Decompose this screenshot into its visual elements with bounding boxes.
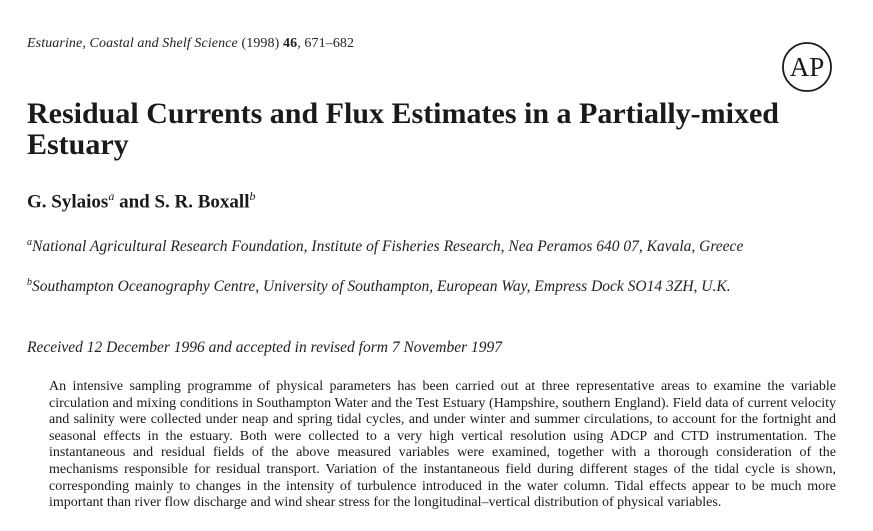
journal-name: Estuarine, Coastal and Shelf Science: [27, 36, 238, 51]
affiliation-a: [27, 233, 817, 257]
abstract-text: An intensive sampling programme of physical parameters has been carried out at three representative areas to examine the variable circulation and mixing conditions in Southampton Water and the Test Estuary (Hampshire, southern England). Field data of current velocity and salinity were collected under neap and spring tidal cycles, and under winter and summer circulations, to account for the fortnight and seasonal effects in the estuary. Both were collected to a very high vertical resolution using ADCP and CTD instrumentation. The instantaneous and residual fields of the above measured variables were examined, together with a thorough consideration of the mechanisms responsible for residual transport. Variation of the instantaneous field during different stages of the tidal cycle is shown, corresponding mainly to changes in the intensity of turbulence introduced in the water column. Tidal effects appear to be much more important than river flow discharge and wind shear stress for the longitudinal–vertical distribution of physical variables.: [49, 379, 836, 511]
affiliation-text: National Agricultural Research Foundation, Institute of Fisheries Research, Nea Peramos 640 07, Kavala, Greece: [32, 238, 744, 256]
affiliation-text: Southampton Oceanography Centre, University of Southampton, European Way, Empress Dock SO14 3ZH, U.K.: [32, 278, 731, 296]
affiliation-marker: b: [249, 189, 256, 203]
affiliation-mark: b: [27, 277, 32, 288]
author-name: G. Sylaios: [27, 191, 109, 213]
author-name: S. R. Boxall: [154, 191, 250, 213]
ap-publisher-logo-icon: [781, 41, 833, 93]
journal-year: (1998): [241, 36, 280, 51]
journal-volume: 46: [283, 36, 298, 51]
author-joiner: and: [114, 191, 155, 213]
journal-citation: [27, 36, 354, 52]
article-title: Residual Currents and Flux Estimates in a Partially-mixed Estuary: [27, 97, 779, 161]
affiliation-mark: a: [27, 237, 32, 248]
affiliation-marker: a: [108, 189, 115, 203]
author-list: [27, 189, 255, 213]
logo-text: AP: [789, 52, 825, 82]
received-dates: Received 12 December 1996 and accepted in revised form 7 November 1997: [27, 339, 503, 356]
affiliation-b: [27, 273, 817, 297]
journal-pages: , 671–682: [297, 36, 355, 51]
